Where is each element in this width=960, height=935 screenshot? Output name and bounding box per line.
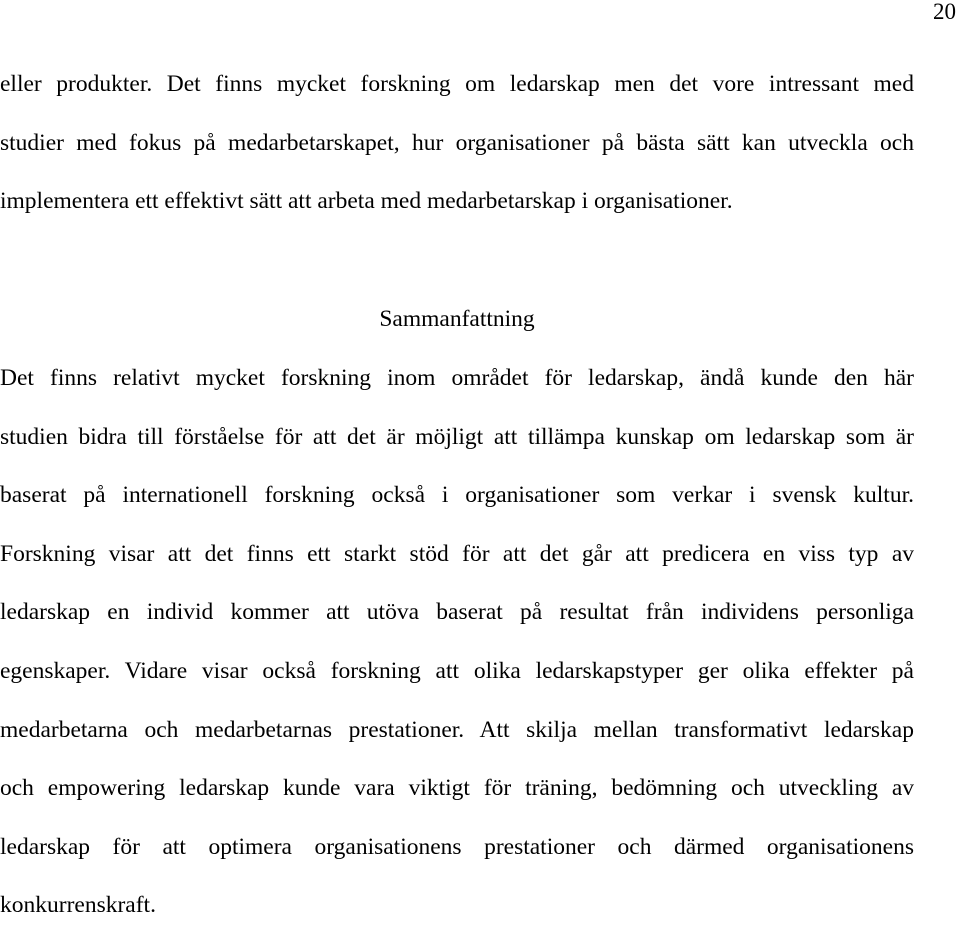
summary-line-2: studien bidra till förståelse för att det är möjligt att tillämpa kunskap om ledarskap som är [0,423,914,450]
intro-paragraph [0,55,914,231]
summary-line-7: medarbetarna och medarbetarnas prestationer. Att skilja mellan transformativt ledarskap [0,716,914,743]
section-heading: Sammanfattning [379,306,535,332]
intro-line-1: eller produkter. Det finns mycket forskning om ledarskap men det vore intressant med [0,71,914,97]
summary-line-4: Forskning visar att det finns ett starkt stöd för att det går att predicera en viss typ av [0,540,914,567]
summary-line-5: ledarskap en individ kommer att utöva baserat på resultat från individens personliga [0,599,914,626]
summary-line-3: baserat på internationell forskning också i organisationer som verkar i svensk kultur. [0,482,914,509]
summary-paragraph [0,349,914,935]
page-number: 20 [933,0,956,24]
intro-line-2: studier med fokus på medarbetarskapet, hur organisationer på bästa sätt kan utveckla och [0,129,914,156]
summary-line-10: konkurrenskraft. [0,892,156,919]
intro-line-3: implementera ett effektivt sätt att arbeta med medarbetarskap i organisationer. [0,188,733,215]
summary-line-6: egenskaper. Vidare visar också forskning att olika ledarskapstyper ger olika effekter på [0,657,914,684]
summary-line-9: ledarskap för att optimera organisationens prestationer och därmed organisationens [0,833,914,860]
summary-line-1: Det finns relativt mycket forskning inom området för ledarskap, ändå kunde den här [0,365,914,391]
summary-line-8: och empowering ledarskap kunde vara viktigt för träning, bedömning och utveckling av [0,775,914,802]
